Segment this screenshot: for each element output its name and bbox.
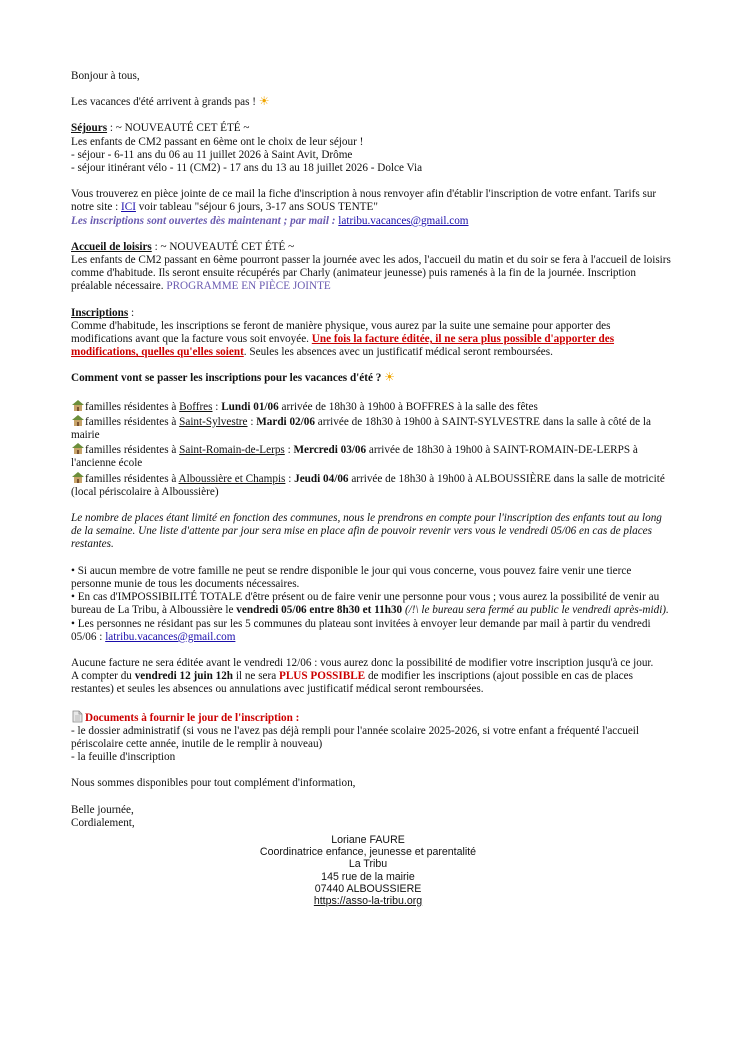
session-item: familles résidentes à Saint-Sylvestre : Mardi 02/06 arrivée de 18h30 à 19h00 à SAINT-SYLVESTRE dans la salle à côté de la mairie — [71, 415, 651, 442]
inscriptions-section: Inscriptions : Comme d'habitude, les inscriptions se feront de manière physique, vous aurez par la suite une semaine pour apporter des modifications avant que la facture vous soit envoyée. Une fois la facture éditée, il ne sera plus possible d'apporter des modifications, quelles qu'elles soient. Seules les absences avec un justificatif médical seront remboursées. — [71, 306, 615, 359]
signature — [0, 834, 736, 907]
sejours-title: Séjours — [71, 122, 108, 135]
document-icon — [71, 710, 84, 723]
session-item: familles résidentes à Saint-Romain-de-Lerps : Mercredi 03/06 arrivée de 18h30 à 19h00 à SAINT-ROMAIN-DE-LERPS à l'ancienne école — [71, 444, 638, 470]
website-link[interactable]: https://asso-la-tribu.org — [313, 895, 423, 908]
intro: Les vacances d'été arrivent à grands pas ! ☀ — [71, 94, 270, 109]
closing-dispo: Nous sommes disponibles pour tout complément d'information, — [71, 777, 356, 790]
invoice-warning: Une fois la facture éditée, il ne sera plus possible d'apporter des modifications, quelles qu'elles soient — [71, 333, 615, 359]
document-item: - la feuille d'inscription — [71, 751, 176, 764]
documents-title: Documents à fournir le jour de l'inscription : — [85, 711, 300, 724]
greeting: Bonjour à tous, — [71, 70, 140, 82]
house-icon — [71, 471, 85, 483]
signature-role: Coordinatrice enfance, jeunesse et parentalité — [259, 846, 477, 859]
programme-label: PROGRAMME EN PIÈCE JOINTE — [166, 280, 331, 293]
plus-possible-label: PLUS POSSIBLE — [279, 670, 366, 683]
house-icon — [71, 442, 85, 454]
inscriptions-open-text: Les inscriptions sont ouvertes dès maintenant ; par mail : — [71, 214, 339, 227]
signature-city: 07440 ALBOUSSIERE — [314, 882, 422, 895]
documents-section — [71, 710, 671, 765]
sun-icon: ☀ — [384, 370, 395, 385]
bullet-item: • Si aucun membre de votre famille ne peut se rendre disponible le jour qui vous concerne, vous pouvez faire venir une tierce personne munie de tous les documents nécessaires. — [71, 564, 632, 590]
facture-section: Aucune facture ne sera éditée avant le vendredi 12/06 : vous aurez donc la possibilité de modifier votre inscription jusqu'à ce jour. A compter du vendredi 12 juin 12h il ne sera PLUS POSSIBLE de modifier les inscriptions (ajout possible en cas de places restantes) et seules les absences ou annulations avec justificatif médical seront remboursées. — [71, 656, 654, 696]
places-note: Le nombre de places étant limité en fonction des communes, nous le prendrons en compte pour l'inscription des enfants tout au long de la semaine. Une liste d'attente par jour sera mise en place afin de pouvoir revenir vers vous le vendredi 05/06 en cas de places restantes. — [71, 512, 662, 551]
tarifs-link[interactable]: ICI — [121, 201, 136, 214]
accueil-title: Accueil de loisirs — [71, 240, 152, 253]
house-icon — [71, 399, 85, 411]
sejours-line: - séjour - 6-11 ans du 06 au 11 juillet 2026 à Saint Avit, Drôme — [71, 148, 353, 161]
email-body — [71, 70, 671, 830]
accueil-section: Accueil de loisirs : ~ NOUVEAUTÉ CET ÉTÉ ~ Les enfants de CM2 passant en 6ème pourront passer la journée avec les ados, l'accueil du matin et du soir se fera à l'accueil de loisirs comme d'habitude. Ils seront ensuite récupérés par Charly (animateur jeunesse) puis ramenés à la fin de la journée. Inscription préalable nécessaire. PROGRAMME EN PIÈCE JOINTE — [71, 240, 671, 293]
sejours-line: - séjour itinérant vélo - 11 (CM2) - 17 ans du 13 au 18 juillet 2026 - Dolce Via — [71, 162, 423, 175]
closing-belle: Belle journée, — [71, 803, 134, 816]
email-link[interactable]: latribu.vacances@gmail.com — [338, 214, 469, 227]
email-link[interactable]: latribu.vacances@gmail.com — [105, 630, 236, 643]
signature-street: 145 rue de la mairie — [321, 870, 415, 883]
bullet-item: • En cas d'IMPOSSIBILITÉ TOTALE d'être présent ou de faire venir une personne pour vous ; vous aurez la possibilité de venir au bureau de La Tribu, à Alboussière le vendredi 05/06 entre 8h30 et 11h30 (/!\ le bureau sera fermé au public le vendredi après-midi). — [71, 591, 669, 617]
house-icon — [71, 414, 85, 426]
sessions-list — [71, 399, 671, 499]
sejours-line: Les enfants de CM2 passant en 6ème ont le choix de leur séjour ! — [71, 135, 364, 148]
signature-name: Loriane FAURE — [331, 834, 405, 846]
signature-org: La Tribu — [348, 858, 388, 871]
inscriptions-title: Inscriptions — [71, 306, 129, 319]
bullet-item: • Les personnes ne résidant pas sur les 5 communes du plateau sont invitées à envoyer leur demande par mail à partir du vendredi 05/06 : latribu.vacances@gmail.com — [71, 617, 651, 643]
attachment-section: Vous trouverez en pièce jointe de ce mail la fiche d'inscription à nous renvoyer afin d'établir l'inscription de votre enfant. Tarifs sur notre site : ICI voir tableau "séjour 6 jours, 3-17 ans SOUS TENTE" Les inscriptions sont ouvertes dès maintenant ; par mail : latribu.vacances@gmail.com — [71, 188, 657, 227]
comment-heading: Comment vont se passer les inscriptions pour les vacances d'été ? ☀ — [71, 370, 395, 385]
session-item: familles résidentes à Boffres : Lundi 01/06 arrivée de 18h30 à 19h00 à BOFFRES à la salle des fêtes — [71, 399, 671, 414]
sejours-section: Séjours : ~ NOUVEAUTÉ CET ÉTÉ ~ Les enfants de CM2 passant en 6ème ont le choix de leur séjour ! - séjour - 6-11 ans du 06 au 11 juillet 2026 à Saint Avit, Drôme - séjour itinérant vélo - 11 (CM2) - 17 ans du 13 au 18 juillet 2026 - Dolce Via — [71, 122, 671, 175]
closing-cordialement: Cordialement, — [71, 816, 135, 829]
document-item: - le dossier administratif (si vous ne l'avez pas déjà rempli pour l'année scolaire 2025-2026, si votre enfant a fréquenté l'accueil périscolaire cette année, inutile de le remplir à nouveau) — [71, 724, 640, 750]
sun-icon: ☀ — [258, 94, 270, 109]
bullets-section — [71, 565, 671, 644]
session-item: familles résidentes à Alboussière et Champis : Jeudi 04/06 arrivée de 18h30 à 19h00 à ALBOUSSIÈRE dans la salle de motricité (local périscolaire à Alboussière) — [71, 472, 665, 498]
